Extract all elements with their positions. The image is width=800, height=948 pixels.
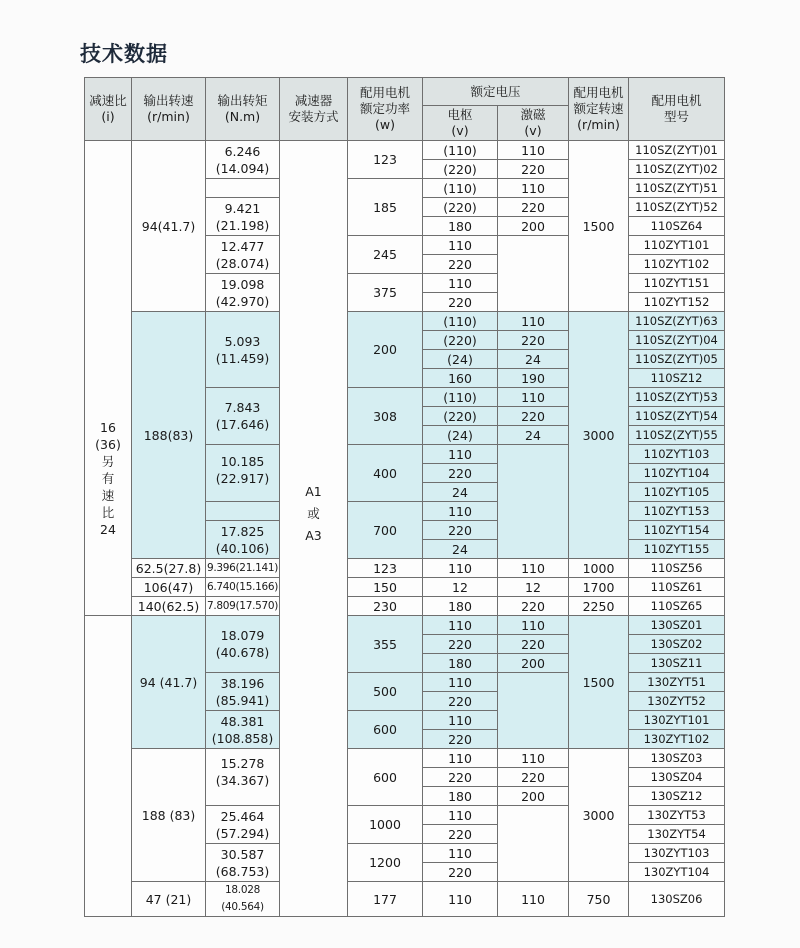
table-row [85, 597, 725, 616]
header-motor-speed: 配用电机 额定转速 (r/min) [569, 78, 629, 141]
output-torque-cell: 38.196 (85.941) [206, 673, 280, 711]
armature-cell: 24 [423, 483, 498, 502]
armature-cell: (110) [423, 179, 498, 198]
armature-cell: 110 [423, 749, 498, 768]
output-torque-cell: 12.477 (28.074) [206, 236, 280, 274]
model-cell: 110SZ(ZYT)04 [629, 331, 725, 350]
model-cell: 130ZYT53 [629, 806, 725, 825]
motor-speed-cell: 3000 [569, 312, 629, 559]
excitation-cell: 24 [498, 426, 569, 445]
header-excitation: 激磁 (v) [498, 106, 569, 141]
power-cell: 355 [348, 616, 423, 673]
header-voltage: 额定电压 [423, 78, 569, 106]
armature-cell: 110 [423, 559, 498, 578]
power-cell: 1200 [348, 844, 423, 882]
model-cell: 110ZYT101 [629, 236, 725, 255]
armature-cell: 220 [423, 768, 498, 787]
table-row [85, 312, 725, 331]
model-cell: 110ZYT152 [629, 293, 725, 312]
output-torque-cell: 9.396(21.141) [206, 559, 280, 578]
model-cell: 110SZ(ZYT)52 [629, 198, 725, 217]
armature-cell: (220) [423, 160, 498, 179]
output-speed-cell: 188 (83) [132, 749, 206, 882]
table-row [85, 141, 725, 160]
motor-speed-cell: 3000 [569, 749, 629, 882]
armature-cell: 220 [423, 464, 498, 483]
excitation-cell: 220 [498, 768, 569, 787]
ratio-cell-lower [85, 616, 132, 917]
model-cell: 110SZ(ZYT)01 [629, 141, 725, 160]
mount-cell: A1 或 A3 [280, 141, 348, 917]
armature-cell: 110 [423, 445, 498, 464]
armature-cell: 180 [423, 654, 498, 673]
header-mount: 减速器 安装方式 [280, 78, 348, 141]
model-cell: 130SZ12 [629, 787, 725, 806]
armature-cell: 12 [423, 578, 498, 597]
model-cell: 130ZYT102 [629, 730, 725, 749]
header-model: 配用电机 型号 [629, 78, 725, 141]
model-cell: 110ZYT102 [629, 255, 725, 274]
table-row [85, 616, 725, 635]
armature-cell: (220) [423, 331, 498, 350]
power-cell: 1000 [348, 806, 423, 844]
output-torque-cell: 18.028 (40.564) [206, 882, 280, 917]
power-cell: 123 [348, 559, 423, 578]
armature-cell: (24) [423, 350, 498, 369]
power-cell: 600 [348, 749, 423, 806]
armature-cell: 220 [423, 293, 498, 312]
model-cell: 110SZ(ZYT)51 [629, 179, 725, 198]
table-row [85, 882, 725, 917]
armature-cell: 180 [423, 217, 498, 236]
model-cell: 110SZ(ZYT)54 [629, 407, 725, 426]
power-cell: 230 [348, 597, 423, 616]
motor-speed-cell: 1500 [569, 616, 629, 749]
excitation-cell: 220 [498, 160, 569, 179]
model-cell: 130SZ01 [629, 616, 725, 635]
output-torque-cell: 7.809(17.570) [206, 597, 280, 616]
motor-speed-cell: 1700 [569, 578, 629, 597]
model-cell: 110ZYT154 [629, 521, 725, 540]
armature-cell: 180 [423, 787, 498, 806]
excitation-cell [498, 445, 569, 559]
model-cell: 130SZ06 [629, 882, 725, 917]
output-torque-cell: 6.246 (14.094) [206, 141, 280, 179]
output-torque-cell: 19.098 (42.970) [206, 274, 280, 312]
model-cell: 110SZ56 [629, 559, 725, 578]
model-cell: 130ZYT104 [629, 863, 725, 882]
armature-cell: (220) [423, 407, 498, 426]
armature-cell: (110) [423, 388, 498, 407]
excitation-cell: 200 [498, 217, 569, 236]
excitation-cell: 220 [498, 407, 569, 426]
excitation-cell: 200 [498, 654, 569, 673]
excitation-cell: 220 [498, 331, 569, 350]
power-cell: 600 [348, 711, 423, 749]
output-torque-cell: 10.185 (22.917) [206, 445, 280, 502]
armature-cell: 110 [423, 502, 498, 521]
excitation-cell: 24 [498, 350, 569, 369]
excitation-cell: 110 [498, 388, 569, 407]
table-row [85, 578, 725, 597]
armature-cell: 110 [423, 236, 498, 255]
power-cell: 150 [348, 578, 423, 597]
armature-cell: 110 [423, 882, 498, 917]
model-cell: 110ZYT151 [629, 274, 725, 293]
armature-cell: 220 [423, 863, 498, 882]
ratio-cell: 16 (36) 另 有 速 比 24 [85, 141, 132, 616]
header-ratio: 减速比 (i) [85, 78, 132, 141]
excitation-cell [498, 806, 569, 882]
excitation-cell: 12 [498, 578, 569, 597]
excitation-cell: 110 [498, 882, 569, 917]
model-cell: 130ZYT52 [629, 692, 725, 711]
armature-cell: 220 [423, 692, 498, 711]
excitation-cell: 190 [498, 369, 569, 388]
output-torque-cell: 9.421 (21.198) [206, 198, 280, 236]
output-torque-cell: 7.843 (17.646) [206, 388, 280, 445]
model-cell: 110SZ(ZYT)53 [629, 388, 725, 407]
armature-cell: 220 [423, 730, 498, 749]
armature-cell: (110) [423, 141, 498, 160]
excitation-cell: 220 [498, 597, 569, 616]
model-cell: 110SZ(ZYT)55 [629, 426, 725, 445]
power-cell: 500 [348, 673, 423, 711]
model-cell: 130SZ02 [629, 635, 725, 654]
excitation-cell: 110 [498, 616, 569, 635]
armature-cell: 110 [423, 711, 498, 730]
model-cell: 110ZYT153 [629, 502, 725, 521]
header-armature: 电枢 (v) [423, 106, 498, 141]
output-torque-cell: 18.079 (40.678) [206, 616, 280, 673]
power-cell: 200 [348, 312, 423, 388]
armature-cell: 160 [423, 369, 498, 388]
model-cell: 110SZ61 [629, 578, 725, 597]
model-cell: 110SZ(ZYT)63 [629, 312, 725, 331]
model-cell: 110ZYT103 [629, 445, 725, 464]
armature-cell: 110 [423, 274, 498, 293]
model-cell: 130SZ03 [629, 749, 725, 768]
model-cell: 110SZ64 [629, 217, 725, 236]
power-cell: 400 [348, 445, 423, 502]
motor-speed-cell: 2250 [569, 597, 629, 616]
excitation-cell: 110 [498, 749, 569, 768]
output-speed-cell: 188(83) [132, 312, 206, 559]
model-cell: 110SZ12 [629, 369, 725, 388]
power-cell: 375 [348, 274, 423, 312]
table-row [85, 749, 725, 768]
model-cell: 130SZ11 [629, 654, 725, 673]
model-cell: 130SZ04 [629, 768, 725, 787]
excitation-cell: 110 [498, 179, 569, 198]
output-torque-cell: 30.587 (68.753) [206, 844, 280, 882]
output-torque-cell: 5.093 (11.459) [206, 312, 280, 388]
excitation-cell [498, 236, 569, 312]
model-cell: 110SZ(ZYT)02 [629, 160, 725, 179]
header-output-speed: 输出转速 (r/min) [132, 78, 206, 141]
output-torque-cell: 15.278 (34.367) [206, 749, 280, 806]
header-power: 配用电机 额定功率 (w) [348, 78, 423, 141]
model-cell: 110ZYT155 [629, 540, 725, 559]
armature-cell: 220 [423, 521, 498, 540]
model-cell: 130ZYT51 [629, 673, 725, 692]
output-speed-cell: 94(41.7) [132, 141, 206, 312]
page-title: 技术数据 [80, 42, 168, 66]
output-torque-cell: 25.464 (57.294) [206, 806, 280, 844]
model-cell: 110ZYT104 [629, 464, 725, 483]
armature-cell: (110) [423, 312, 498, 331]
armature-cell: 220 [423, 635, 498, 654]
armature-cell: 110 [423, 616, 498, 635]
armature-cell: 220 [423, 825, 498, 844]
motor-speed-cell: 1000 [569, 559, 629, 578]
power-cell: 177 [348, 882, 423, 917]
output-torque-cell: 48.381 (108.858) [206, 711, 280, 749]
motor-speed-cell: 1500 [569, 141, 629, 312]
model-cell: 110ZYT105 [629, 483, 725, 502]
model-cell: 130ZYT54 [629, 825, 725, 844]
model-cell: 110SZ(ZYT)05 [629, 350, 725, 369]
output-torque-cell: 17.825 (40.106) [206, 521, 280, 559]
armature-cell: (24) [423, 426, 498, 445]
output-speed-cell: 62.5(27.8) [132, 559, 206, 578]
output-speed-cell: 106(47) [132, 578, 206, 597]
output-speed-cell: 140(62.5) [132, 597, 206, 616]
armature-cell: 110 [423, 673, 498, 692]
header-output-torque: 输出转矩 (N.m) [206, 78, 280, 141]
excitation-cell [498, 673, 569, 749]
output-speed-cell: 47 (21) [132, 882, 206, 917]
power-cell: 123 [348, 141, 423, 179]
output-torque-cell [206, 502, 280, 521]
excitation-cell: 110 [498, 141, 569, 160]
power-cell: 308 [348, 388, 423, 445]
output-torque-cell: 6.740(15.166) [206, 578, 280, 597]
armature-cell: 220 [423, 255, 498, 274]
armature-cell: (220) [423, 198, 498, 217]
model-cell: 130ZYT103 [629, 844, 725, 863]
model-cell: 110SZ65 [629, 597, 725, 616]
power-cell: 185 [348, 179, 423, 236]
excitation-cell: 110 [498, 559, 569, 578]
tech-data-table [84, 77, 725, 917]
table-row [85, 559, 725, 578]
output-speed-cell: 94 (41.7) [132, 616, 206, 749]
armature-cell: 110 [423, 844, 498, 863]
power-cell: 700 [348, 502, 423, 559]
model-cell: 130ZYT101 [629, 711, 725, 730]
excitation-cell: 220 [498, 198, 569, 217]
excitation-cell: 110 [498, 312, 569, 331]
armature-cell: 110 [423, 806, 498, 825]
motor-speed-cell: 750 [569, 882, 629, 917]
output-torque-cell [206, 179, 280, 198]
armature-cell: 180 [423, 597, 498, 616]
excitation-cell: 200 [498, 787, 569, 806]
power-cell: 245 [348, 236, 423, 274]
armature-cell: 24 [423, 540, 498, 559]
excitation-cell: 220 [498, 635, 569, 654]
